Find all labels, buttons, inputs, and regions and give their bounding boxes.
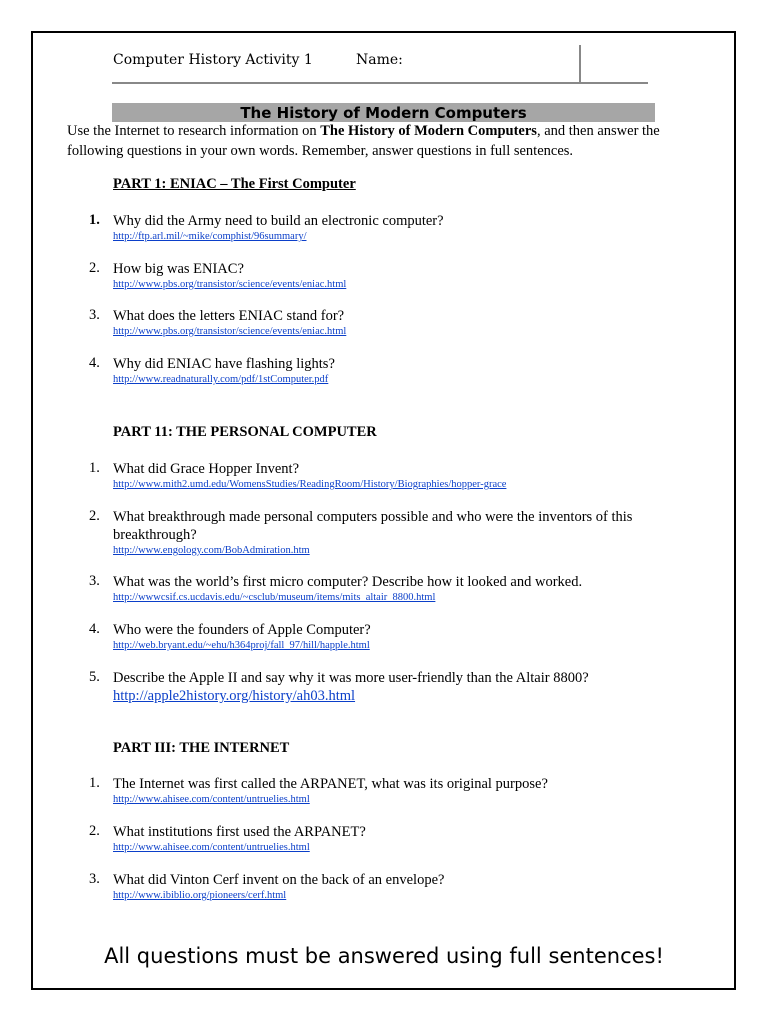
question-item: [89, 212, 689, 244]
question-text: Why did the Army need to build an electronic computer?: [113, 213, 444, 229]
question-item: [89, 573, 689, 605]
intro-paragraph: [67, 121, 707, 161]
question-text: Who were the founders of Apple Computer?: [113, 622, 371, 638]
question-number: 1.: [89, 460, 100, 476]
part-2-heading: PART 11: THE PERSONAL COMPUTER: [113, 424, 377, 440]
question-link[interactable]: http://www.readnaturally.com/pdf/1stComputer.pdf: [113, 374, 329, 385]
question-link[interactable]: http://ftp.arl.mil/~mike/comphist/96summary/: [113, 231, 307, 242]
question-text: What institutions first used the ARPANET?: [113, 824, 366, 840]
part-3-heading: PART III: THE INTERNET: [113, 740, 290, 756]
header-divider: [579, 45, 581, 83]
question-number: 2.: [89, 823, 100, 839]
question-text: The Internet was first called the ARPANET, what was its original purpose?: [113, 776, 548, 792]
footer-note: All questions must be answered using full sentences!: [104, 944, 664, 968]
question-number: 1.: [89, 775, 100, 791]
question-text: How big was ENIAC?: [113, 261, 244, 277]
question-text: What did Vinton Cerf invent on the back of an envelope?: [113, 872, 445, 888]
intro-suffix: , and then answer the following questions in your own words. Remember, answer questions in full sentences.: [67, 123, 660, 159]
question-text: What did Grace Hopper Invent?: [113, 461, 300, 477]
question-text: Why did ENIAC have flashing lights?: [113, 356, 335, 372]
part-1-heading: PART 1: ENIAC – The First Computer: [113, 176, 356, 192]
intro-bold: The History of Modern Computers: [320, 123, 537, 139]
question-item: [89, 871, 689, 903]
question-link[interactable]: http://web.bryant.edu/~ehu/h364proj/fall_97/hill/happle.html: [113, 640, 370, 651]
intro-prefix: Use the Internet to research information on: [67, 123, 321, 139]
question-link[interactable]: http://wwwcsif.cs.ucdavis.edu/~csclub/museum/items/mits_altair_8800.html: [113, 592, 436, 603]
question-item: [89, 823, 689, 855]
question-link[interactable]: http://www.pbs.org/transistor/science/events/eniac.html: [113, 279, 347, 290]
page-title: The History of Modern Computers: [112, 103, 655, 122]
question-link[interactable]: http://apple2history.org/history/ah03.html: [113, 688, 356, 704]
question-item: [89, 355, 689, 387]
question-item: [89, 307, 689, 339]
question-item: [89, 669, 689, 705]
question-item: [89, 260, 689, 292]
question-link[interactable]: http://www.engology.com/BobAdmiration.htm: [113, 545, 310, 556]
question-number: 3.: [89, 573, 100, 589]
question-text: What breakthrough made personal computers possible and who were the inventors of this breakthrough?: [113, 509, 633, 543]
question-text: What does the letters ENIAC stand for?: [113, 308, 345, 324]
question-link[interactable]: http://www.mith2.umd.edu/WomensStudies/ReadingRoom/History/Biographies/hopper-grace: [113, 479, 507, 490]
question-number: 2.: [89, 260, 100, 276]
question-number: 4.: [89, 355, 100, 371]
name-label: Name:: [356, 52, 403, 68]
header-rule: [112, 82, 648, 84]
question-link[interactable]: http://www.ahisee.com/content/untruelies.html: [113, 794, 310, 805]
question-item: [89, 460, 689, 492]
question-item: [89, 508, 689, 558]
question-number: 3.: [89, 307, 100, 323]
question-number: 2.: [89, 508, 100, 524]
question-link[interactable]: http://www.pbs.org/transistor/science/events/eniac.html: [113, 326, 347, 337]
question-number: 5.: [89, 669, 100, 685]
question-number: 4.: [89, 621, 100, 637]
question-number: 1.: [89, 212, 100, 228]
activity-title: Computer History Activity 1: [113, 52, 313, 68]
question-item: [89, 621, 689, 653]
question-text: What was the world’s first micro computer? Describe how it looked and worked.: [113, 574, 583, 590]
question-text: Describe the Apple II and say why it was more user-friendly than the Altair 8800?: [113, 670, 589, 686]
question-item: [89, 775, 689, 807]
question-number: 3.: [89, 871, 100, 887]
question-link[interactable]: http://www.ibiblio.org/pioneers/cerf.html: [113, 890, 287, 901]
question-link[interactable]: http://www.ahisee.com/content/untruelies.html: [113, 842, 310, 853]
